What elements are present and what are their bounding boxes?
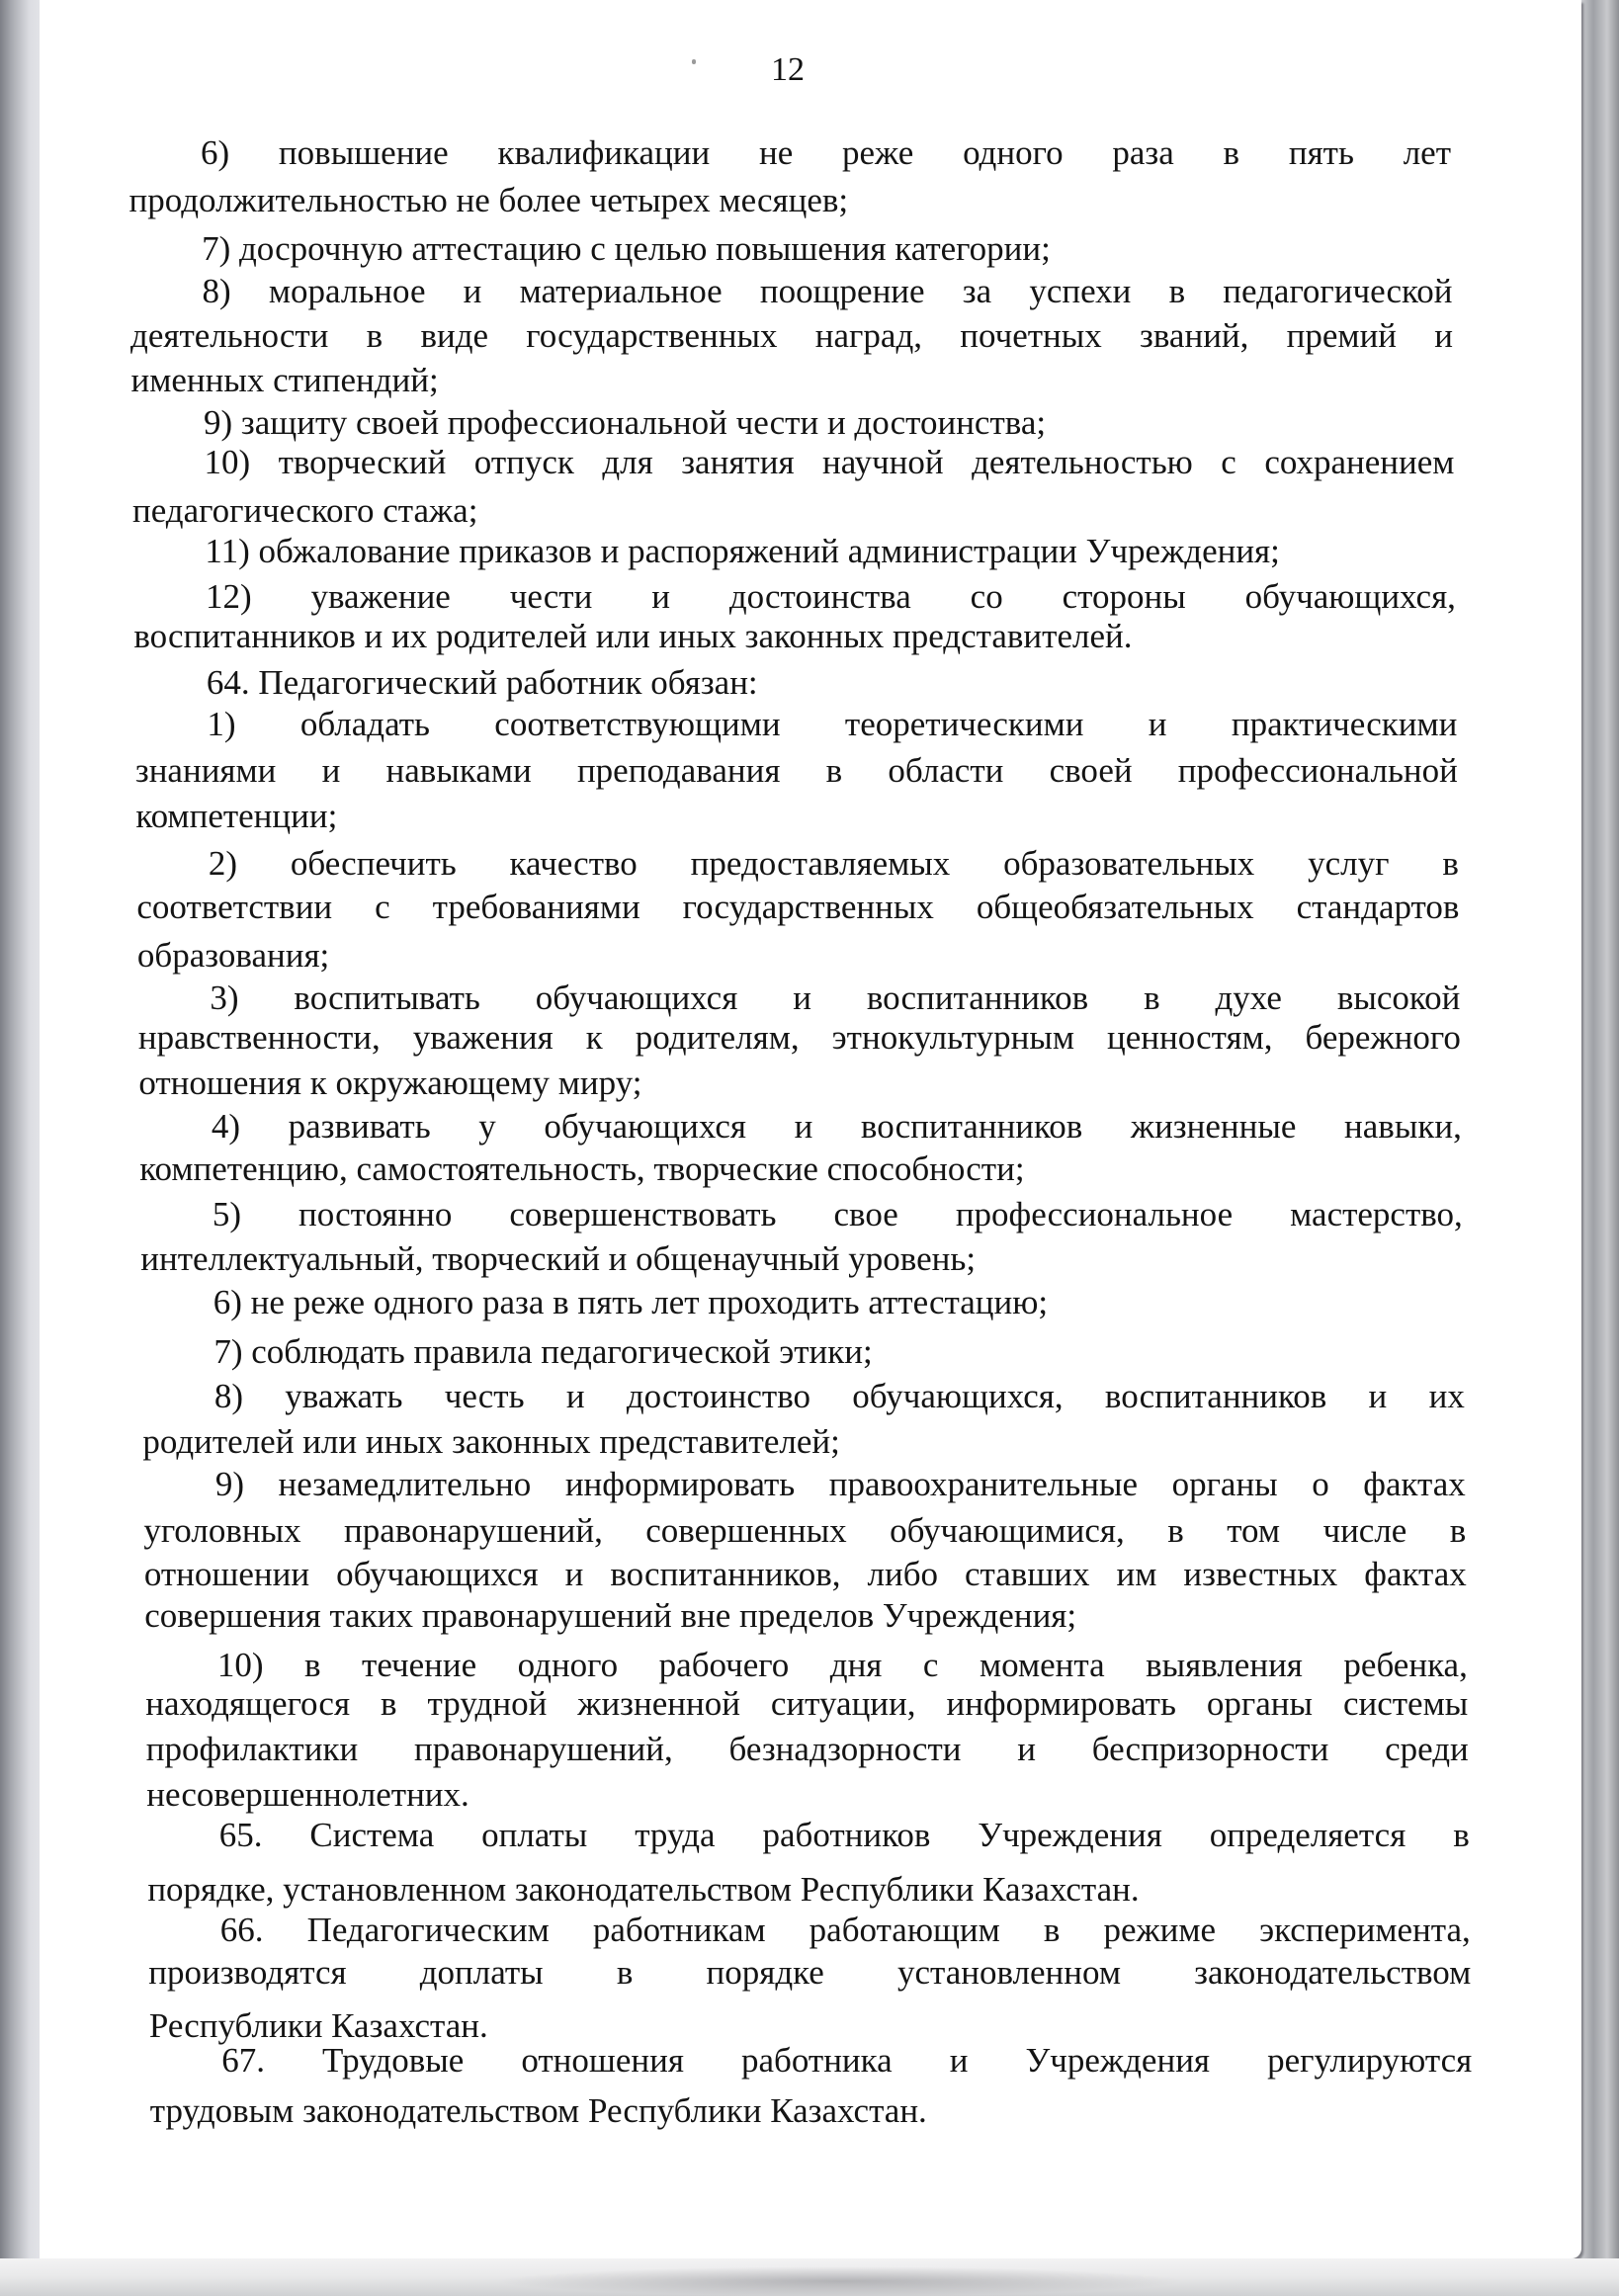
- text-line: нравственности, уважения к родителям, этнокультурным ценностям, бережного: [137, 1018, 1461, 1057]
- text-line: отношения к окружающему миру;: [138, 1063, 642, 1102]
- text-line: именных стипендий;: [130, 361, 439, 399]
- text-line: 67. Трудовые отношения работника и Учреждения регулируются: [221, 2041, 1473, 2080]
- text-line: образования;: [136, 936, 330, 975]
- text-line: 4) развивать у обучающихся и воспитанников жизненные навыки,: [211, 1107, 1462, 1146]
- text-line: 2) обеспечить качество предоставляемых образовательных услуг в: [208, 844, 1459, 883]
- text-line: порядке, установленном законодательством Республики Казахстан.: [147, 1870, 1140, 1909]
- text-line: 65. Система оплаты труда работников Учреждения определяется в: [218, 1816, 1470, 1854]
- text-line: 7) досрочную аттестацию с целью повышения категории;: [202, 229, 1051, 268]
- text-line: компетенции;: [135, 797, 338, 835]
- text-line: производятся доплаты в порядке установленном законодательством: [148, 1953, 1472, 1992]
- scanner-bottom-edge: [0, 2258, 1619, 2296]
- scan-shadow: [494, 2266, 1186, 2296]
- text-line: соответствии с требованиями государственных общеобязательных стандартов: [136, 888, 1460, 926]
- text-line: 5) постоянно совершенствовать свое профессиональное мастерство,: [212, 1195, 1463, 1233]
- text-line: несовершеннолетних.: [146, 1775, 469, 1814]
- text-line: знаниями и навыками преподавания в области своей профессиональной: [134, 751, 1458, 790]
- text-line: 12) уважение чести и достоинства со стороны обучающихся,: [205, 577, 1456, 616]
- text-line: 6) повышение квалификации не реже одного раза в пять лет: [201, 133, 1451, 172]
- text-line: 6) не реже одного раза в пять лет проходить аттестацию;: [213, 1283, 1049, 1321]
- text-line: 10) в течение одного рабочего дня с момента выявления ребенка,: [216, 1646, 1468, 1684]
- text-line: 1) обладать соответствующими теоретическими и практическими: [207, 705, 1458, 743]
- text-line: отношении обучающихся и воспитанников, либо ставших им известных фактах: [143, 1555, 1467, 1593]
- text-line: 64. Педагогический работник обязан:: [206, 663, 758, 702]
- text-line: педагогического стажа;: [131, 491, 478, 530]
- scan-speck: [692, 59, 696, 64]
- text-line: 11) обжалование приказов и распоряжений администрации Учреждения;: [205, 532, 1280, 570]
- text-line: 7) соблюдать правила педагогической этики;: [213, 1332, 873, 1371]
- text-line: 9) незамедлительно информировать правоохранительные органы о фактах: [214, 1465, 1466, 1503]
- text-line: 66. Педагогическим работникам работающим в режиме эксперимента,: [219, 1911, 1471, 1949]
- text-line: компетенцию, самостоятельность, творческие способности;: [139, 1149, 1025, 1188]
- text-line: родителей или иных законных представителей;: [142, 1422, 840, 1461]
- text-line: воспитанников и их родителей или иных законных представителей.: [133, 617, 1133, 655]
- text-line: интеллектуальный, творческий и общенаучный уровень;: [140, 1239, 977, 1278]
- page-number: 12: [771, 51, 805, 88]
- text-line: 8) уважать честь и достоинство обучающихся, воспитанников и их: [213, 1377, 1465, 1415]
- text-line: продолжительностью не более четырех месяцев;: [128, 181, 849, 219]
- text-line: 8) моральное и материальное поощрение за успехи в педагогической: [202, 272, 1453, 310]
- text-line: 10) творческий отпуск для занятия научной деятельностью с сохранением: [204, 443, 1455, 481]
- text-line: находящегося в трудной жизненной ситуации, информировать органы системы: [145, 1684, 1469, 1723]
- text-line: 3) воспитывать обучающихся и воспитанников в духе высокой: [210, 978, 1461, 1017]
- text-line: совершения таких правонарушений вне пределов Учреждения;: [144, 1596, 1077, 1635]
- text-line: Республики Казахстан.: [148, 2006, 488, 2045]
- text-line: профилактики правонарушений, безнадзорности и беспризорности среди: [145, 1730, 1469, 1768]
- text-line: 9) защиту своей профессиональной чести и достоинства;: [204, 403, 1047, 442]
- text-line: трудовым законодательством Республики Казахстан.: [149, 2091, 927, 2130]
- text-line: деятельности в виде государственных наград, почетных званий, премий и: [130, 316, 1454, 355]
- text-line: уголовных правонарушений, совершенных обучающимися, в том числе в: [143, 1511, 1467, 1550]
